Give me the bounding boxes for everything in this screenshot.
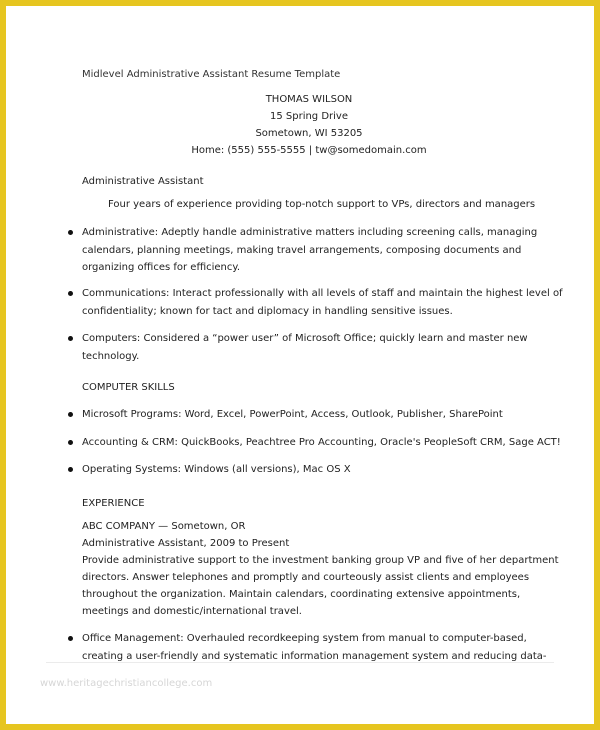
company-line: ABC COMPANY — Sometown, OR [82, 521, 246, 532]
skill-item [82, 461, 542, 479]
resume-page [6, 6, 594, 724]
objective-summary: Four years of experience providing top-notch support to VPs, directors and managers [108, 199, 536, 210]
strength-item-communications [82, 285, 563, 320]
achievement-item-office-management [82, 630, 547, 665]
experience-heading: EXPERIENCE [82, 498, 145, 509]
description-line: Provide administrative support to the investment banking group VP and five of her department [82, 555, 559, 566]
strength-line: Administrative: Adeptly handle administrative matters including screening calls, managing [82, 227, 538, 238]
objective-heading: Administrative Assistant [82, 176, 204, 187]
strength-item-administrative [82, 224, 542, 277]
achievement-line: creating a user-friendly and systematic information management system and reducing data- [82, 650, 547, 662]
city-state-zip: Sometown, WI 53205 [255, 128, 363, 139]
description-line: directors. Answer telephones and promptly and courteously assist clients and employees [82, 572, 530, 583]
watermark-text: www.heritagechristiancollege.com [40, 678, 213, 689]
applicant-name: THOMAS WILSON [265, 94, 353, 105]
role-line: Administrative Assistant, 2009 to Present [82, 538, 290, 549]
strength-item-computers [82, 330, 542, 365]
skill-item [82, 406, 542, 424]
street-address: 15 Spring Drive [269, 111, 348, 122]
strength-line: calendars, planning meetings, making travel arrangements, composing documents and [82, 244, 522, 256]
skill-text: Accounting & CRM: QuickBooks, Peachtree Pro Accounting, Oracle's PeopleSoft CRM, Sage ACT! [82, 437, 561, 448]
skill-text: Operating Systems: Windows (all versions), Mac OS X [82, 464, 351, 475]
strength-line: organizing offices for efficiency. [82, 262, 241, 273]
phone-email: Home: (555) 555-5555 | tw@somedomain.com [191, 145, 427, 156]
skill-item [82, 434, 561, 452]
page-bottom-edge [46, 662, 554, 663]
strength-line: technology. [82, 350, 140, 362]
skill-text: Microsoft Programs: Word, Excel, PowerPoint, Access, Outlook, Publisher, SharePoint [82, 409, 503, 420]
achievement-line: Office Management: Overhauled recordkeeping system from manual to computer-based, [82, 633, 527, 644]
template-title: Midlevel Administrative Assistant Resume Template [82, 69, 341, 80]
description-line: meetings and domestic/international travel. [82, 606, 302, 617]
strength-line: Computers: Considered a “power user” of Microsoft Office; quickly learn and master new [82, 333, 528, 344]
experience-entry [82, 518, 559, 620]
contact-header [6, 91, 594, 159]
strength-line: Communications: Interact professionally with all levels of staff and maintain the highest level of [82, 288, 563, 299]
computer-skills-heading: COMPUTER SKILLS [82, 382, 175, 393]
description-line: throughout the organization. Maintain calendars, coordinating extensive appointments, [82, 589, 521, 600]
strength-line: confidentiality; known for tact and diplomacy in handling sensitive issues. [82, 305, 453, 317]
